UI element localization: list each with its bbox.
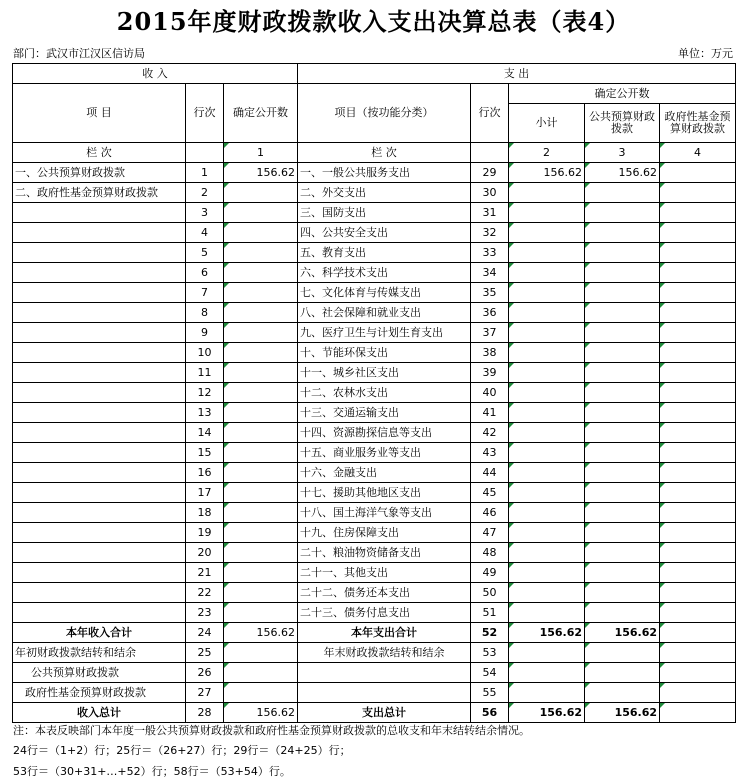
row55-fund	[660, 683, 736, 703]
expense-subtotal: 156.62	[509, 163, 585, 183]
table-row	[13, 183, 736, 203]
public-budget-header: 公共预算财政拨款	[585, 104, 660, 143]
fund-budget-balance-label: 政府性基金预算财政拨款	[13, 683, 186, 703]
income-item	[13, 543, 186, 563]
expense-subtotal	[509, 463, 585, 483]
expense-item: 二十二、债务还本支出	[298, 583, 471, 603]
income-row-no: 3	[186, 203, 224, 223]
expense-row-no: 48	[471, 543, 509, 563]
expense-gov-fund	[660, 343, 736, 363]
expense-item: 十三、交通运输支出	[298, 403, 471, 423]
expense-item: 十二、农林水支出	[298, 383, 471, 403]
income-item	[13, 483, 186, 503]
income-item	[13, 403, 186, 423]
income-total-no: 24	[186, 623, 224, 643]
income-row-no: 17	[186, 483, 224, 503]
expense-public-budget	[585, 603, 660, 623]
expense-gov-fund	[660, 503, 736, 523]
income-row-no: 21	[186, 563, 224, 583]
expense-public-budget: 156.62	[585, 163, 660, 183]
expense-subtotal	[509, 243, 585, 263]
income-item-header: 项 目	[13, 84, 186, 143]
income-row-no: 19	[186, 523, 224, 543]
expense-confirmed-group-header: 确定公开数	[509, 84, 736, 104]
income-item	[13, 363, 186, 383]
income-value	[224, 183, 298, 203]
expense-item: 九、医疗卫生与计划生育支出	[298, 323, 471, 343]
expense-row-no: 41	[471, 403, 509, 423]
income-item	[13, 563, 186, 583]
grand-expense-fund	[660, 703, 736, 723]
expense-subtotal	[509, 183, 585, 203]
expense-item: 四、公共安全支出	[298, 223, 471, 243]
income-value	[224, 283, 298, 303]
expense-row-no: 36	[471, 303, 509, 323]
expense-row-no: 45	[471, 483, 509, 503]
expense-subtotal	[509, 323, 585, 343]
income-row-no: 18	[186, 503, 224, 523]
expense-gov-fund	[660, 403, 736, 423]
table-row	[13, 543, 736, 563]
table-row	[13, 283, 736, 303]
income-row-no: 7	[186, 283, 224, 303]
income-value	[224, 603, 298, 623]
expense-subtotal	[509, 523, 585, 543]
income-rowno-header: 行次	[186, 84, 224, 143]
expense-row-no: 43	[471, 443, 509, 463]
grand-expense-subtotal: 156.62	[509, 703, 585, 723]
expense-public-budget	[585, 363, 660, 383]
table-row	[13, 403, 736, 423]
income-item: 一、公共预算财政拨款	[13, 163, 186, 183]
expense-row-no: 37	[471, 323, 509, 343]
expense-item: 十九、住房保障支出	[298, 523, 471, 543]
income-value	[224, 563, 298, 583]
expense-public-budget	[585, 283, 660, 303]
formula-note-2: 53行＝（30+31+…+52）行；58行＝（53+54）行。	[13, 765, 291, 778]
row55-no: 55	[471, 683, 509, 703]
income-item	[13, 203, 186, 223]
public-budget-balance-row	[13, 663, 736, 683]
income-item	[13, 523, 186, 543]
income-value	[224, 303, 298, 323]
expense-subtotal	[509, 263, 585, 283]
grand-total-row	[13, 703, 736, 723]
expense-item: 十六、金融支出	[298, 463, 471, 483]
expense-gov-fund	[660, 223, 736, 243]
expense-row-no: 32	[471, 223, 509, 243]
grand-income-label: 收入总计	[13, 703, 186, 723]
expense-item: 二十、粮油物资储备支出	[298, 543, 471, 563]
row54-subtotal	[509, 663, 585, 683]
expense-subtotal	[509, 583, 585, 603]
expense-row-no: 34	[471, 263, 509, 283]
income-col-label: 栏 次	[13, 143, 186, 163]
col-index-3: 3	[585, 143, 660, 163]
income-value	[224, 403, 298, 423]
income-item	[13, 463, 186, 483]
expense-item: 七、文化体育与传媒支出	[298, 283, 471, 303]
expense-subtotal	[509, 383, 585, 403]
table-row	[13, 323, 736, 343]
expense-item: 二十一、其他支出	[298, 563, 471, 583]
table-row	[13, 223, 736, 243]
income-row-no: 1	[186, 163, 224, 183]
income-item	[13, 503, 186, 523]
table-row	[13, 303, 736, 323]
income-item	[13, 303, 186, 323]
grand-expense-public: 156.62	[585, 703, 660, 723]
annual-total-row	[13, 623, 736, 643]
col-index-2: 2	[509, 143, 585, 163]
expense-gov-fund	[660, 183, 736, 203]
expense-item: 一、一般公共服务支出	[298, 163, 471, 183]
expense-gov-fund	[660, 483, 736, 503]
income-total-label: 本年收入合计	[13, 623, 186, 643]
expense-subtotal	[509, 443, 585, 463]
expense-public-budget	[585, 323, 660, 343]
expense-row-no: 33	[471, 243, 509, 263]
table-row	[13, 523, 736, 543]
expense-gov-fund	[660, 203, 736, 223]
expense-col-label-rowno	[471, 143, 509, 163]
income-row-no: 6	[186, 263, 224, 283]
begin-balance-value	[224, 643, 298, 663]
expense-item: 十五、商业服务业等支出	[298, 443, 471, 463]
expense-row-no: 31	[471, 203, 509, 223]
table-row	[13, 583, 736, 603]
table-row	[13, 603, 736, 623]
public-budget-balance-no: 26	[186, 663, 224, 683]
income-row-no: 20	[186, 543, 224, 563]
expense-item: 六、科学技术支出	[298, 263, 471, 283]
income-row-no: 12	[186, 383, 224, 403]
expense-subtotal	[509, 503, 585, 523]
income-value	[224, 483, 298, 503]
grand-income-value: 156.62	[224, 703, 298, 723]
expense-item: 五、教育支出	[298, 243, 471, 263]
income-value	[224, 323, 298, 343]
end-balance-no: 53	[471, 643, 509, 663]
income-item	[13, 423, 186, 443]
expense-section-header: 支 出	[298, 64, 736, 84]
gov-fund-header: 政府性基金预算财政拨款	[660, 104, 736, 143]
expense-subtotal	[509, 303, 585, 323]
table-row	[13, 463, 736, 483]
income-value	[224, 203, 298, 223]
expense-total-label: 本年支出合计	[298, 623, 471, 643]
expense-gov-fund	[660, 163, 736, 183]
expense-subtotal	[509, 223, 585, 243]
end-balance-subtotal	[509, 643, 585, 663]
income-row-no: 5	[186, 243, 224, 263]
expense-item: 十一、城乡社区支出	[298, 363, 471, 383]
income-value	[224, 503, 298, 523]
income-row-no: 8	[186, 303, 224, 323]
expense-subtotal	[509, 423, 585, 443]
income-value	[224, 543, 298, 563]
expense-gov-fund	[660, 523, 736, 543]
expense-gov-fund	[660, 283, 736, 303]
formula-note-1: 24行＝（1+2）行；25行＝（26+27）行；29行＝（24+25）行；	[13, 744, 351, 757]
expense-total-no: 52	[471, 623, 509, 643]
expense-row-no: 50	[471, 583, 509, 603]
expense-row-no: 49	[471, 563, 509, 583]
end-balance-label: 年末财政拨款结转和结余	[298, 643, 471, 663]
expense-public-budget	[585, 483, 660, 503]
expense-row-no: 44	[471, 463, 509, 483]
expense-subtotal	[509, 203, 585, 223]
table-note: 注：本表反映部门本年度一般公共预算财政拨款和政府性基金预算财政拨款的总收支和年末结转结余情况。	[13, 724, 530, 737]
expense-item: 三、国防支出	[298, 203, 471, 223]
row54-fund	[660, 663, 736, 683]
expense-public-budget	[585, 523, 660, 543]
report-title: 2015年度财政拨款收入支出决算总表（表4）	[116, 7, 631, 36]
expense-gov-fund	[660, 463, 736, 483]
expense-gov-fund	[660, 443, 736, 463]
table-row	[13, 503, 736, 523]
expense-item: 八、社会保障和就业支出	[298, 303, 471, 323]
header-row-top	[13, 84, 736, 104]
begin-balance-no: 25	[186, 643, 224, 663]
income-item	[13, 343, 186, 363]
expense-col-label: 栏 次	[298, 143, 471, 163]
expense-item: 十七、援助其他地区支出	[298, 483, 471, 503]
table-row	[13, 163, 736, 183]
income-item	[13, 383, 186, 403]
income-row-no: 23	[186, 603, 224, 623]
expense-rowno-header: 行次	[471, 84, 509, 143]
income-value	[224, 463, 298, 483]
row54-no: 54	[471, 663, 509, 683]
budget-table	[12, 63, 736, 723]
row54-item	[298, 663, 471, 683]
expense-public-budget	[585, 343, 660, 363]
table-row	[13, 563, 736, 583]
income-row-no: 13	[186, 403, 224, 423]
income-value	[224, 363, 298, 383]
expense-item-header: 项目（按功能分类）	[298, 84, 471, 143]
table-row	[13, 383, 736, 403]
income-value: 156.62	[224, 163, 298, 183]
expense-subtotal	[509, 483, 585, 503]
expense-public-budget	[585, 503, 660, 523]
grand-income-no: 28	[186, 703, 224, 723]
income-row-no: 9	[186, 323, 224, 343]
public-budget-balance-label: 公共预算财政拨款	[13, 663, 186, 683]
income-row-no: 2	[186, 183, 224, 203]
public-budget-balance-value	[224, 663, 298, 683]
expense-total-subtotal: 156.62	[509, 623, 585, 643]
income-item: 二、政府性基金预算财政拨款	[13, 183, 186, 203]
expense-subtotal	[509, 543, 585, 563]
expense-row-no: 47	[471, 523, 509, 543]
col-index-1: 1	[224, 143, 298, 163]
income-section-header: 收 入	[13, 64, 298, 84]
expense-public-budget	[585, 183, 660, 203]
income-confirmed-header: 确定公开数	[224, 84, 298, 143]
end-balance-fund	[660, 643, 736, 663]
expense-public-budget	[585, 383, 660, 403]
expense-row-no: 51	[471, 603, 509, 623]
income-row-no: 4	[186, 223, 224, 243]
expense-item: 十四、资源勘探信息等支出	[298, 423, 471, 443]
expense-row-no: 46	[471, 503, 509, 523]
income-item	[13, 243, 186, 263]
column-index-row	[13, 143, 736, 163]
table-row	[13, 443, 736, 463]
expense-public-budget	[585, 563, 660, 583]
income-value	[224, 223, 298, 243]
expense-item: 二十三、债务付息支出	[298, 603, 471, 623]
expense-gov-fund	[660, 383, 736, 403]
expense-public-budget	[585, 583, 660, 603]
expense-gov-fund	[660, 543, 736, 563]
income-item	[13, 583, 186, 603]
income-row-no: 14	[186, 423, 224, 443]
expense-row-no: 39	[471, 363, 509, 383]
expense-gov-fund	[660, 303, 736, 323]
unit-label: 单位：万元	[678, 47, 733, 60]
expense-public-budget	[585, 443, 660, 463]
income-value	[224, 383, 298, 403]
income-item	[13, 603, 186, 623]
expense-public-budget	[585, 203, 660, 223]
income-row-no: 16	[186, 463, 224, 483]
income-row-no: 10	[186, 343, 224, 363]
income-value	[224, 263, 298, 283]
table-row	[13, 343, 736, 363]
row55-public	[585, 683, 660, 703]
expense-row-no: 29	[471, 163, 509, 183]
expense-public-budget	[585, 223, 660, 243]
table-row	[13, 483, 736, 503]
income-value	[224, 243, 298, 263]
expense-row-no: 30	[471, 183, 509, 203]
row54-public	[585, 663, 660, 683]
begin-balance-label: 年初财政拨款结转和结余	[13, 643, 186, 663]
expense-public-budget	[585, 263, 660, 283]
expense-gov-fund	[660, 263, 736, 283]
income-value	[224, 583, 298, 603]
income-item	[13, 323, 186, 343]
income-col-label-rowno	[186, 143, 224, 163]
expense-item: 十八、国土海洋气象等支出	[298, 503, 471, 523]
expense-row-no: 38	[471, 343, 509, 363]
expense-subtotal	[509, 603, 585, 623]
grand-expense-label: 支出总计	[298, 703, 471, 723]
expense-subtotal	[509, 363, 585, 383]
income-item	[13, 223, 186, 243]
table-row	[13, 263, 736, 283]
income-value	[224, 423, 298, 443]
expense-gov-fund	[660, 323, 736, 343]
income-item	[13, 263, 186, 283]
expense-total-fund	[660, 623, 736, 643]
table-row	[13, 363, 736, 383]
expense-subtotal	[509, 343, 585, 363]
col-index-4: 4	[660, 143, 736, 163]
expense-subtotal	[509, 283, 585, 303]
income-item	[13, 283, 186, 303]
expense-gov-fund	[660, 563, 736, 583]
income-row-no: 15	[186, 443, 224, 463]
row55-item	[298, 683, 471, 703]
fund-budget-balance-no: 27	[186, 683, 224, 703]
expense-public-budget	[585, 423, 660, 443]
expense-public-budget	[585, 463, 660, 483]
end-balance-public	[585, 643, 660, 663]
expense-subtotal	[509, 403, 585, 423]
expense-public-budget	[585, 303, 660, 323]
income-value	[224, 443, 298, 463]
income-value	[224, 343, 298, 363]
table-row	[13, 423, 736, 443]
expense-subtotal	[509, 563, 585, 583]
department-label: 部门：武汉市江汉区信访局	[13, 47, 145, 60]
expense-gov-fund	[660, 243, 736, 263]
expense-gov-fund	[660, 603, 736, 623]
row55-subtotal	[509, 683, 585, 703]
income-row-no: 22	[186, 583, 224, 603]
table-row	[13, 243, 736, 263]
income-item	[13, 443, 186, 463]
expense-total-public: 156.62	[585, 623, 660, 643]
fund-budget-balance-value	[224, 683, 298, 703]
income-value	[224, 523, 298, 543]
income-row-no: 11	[186, 363, 224, 383]
fund-budget-balance-row	[13, 683, 736, 703]
expense-row-no: 40	[471, 383, 509, 403]
expense-gov-fund	[660, 423, 736, 443]
expense-row-no: 42	[471, 423, 509, 443]
balance-row	[13, 643, 736, 663]
expense-gov-fund	[660, 363, 736, 383]
expense-public-budget	[585, 403, 660, 423]
subtotal-header: 小计	[509, 104, 585, 143]
income-total-value: 156.62	[224, 623, 298, 643]
expense-item: 二、外交支出	[298, 183, 471, 203]
grand-expense-no: 56	[471, 703, 509, 723]
expense-public-budget	[585, 243, 660, 263]
expense-public-budget	[585, 543, 660, 563]
expense-row-no: 35	[471, 283, 509, 303]
header-row-section	[13, 64, 736, 84]
table-row	[13, 203, 736, 223]
expense-item: 十、节能环保支出	[298, 343, 471, 363]
expense-gov-fund	[660, 583, 736, 603]
